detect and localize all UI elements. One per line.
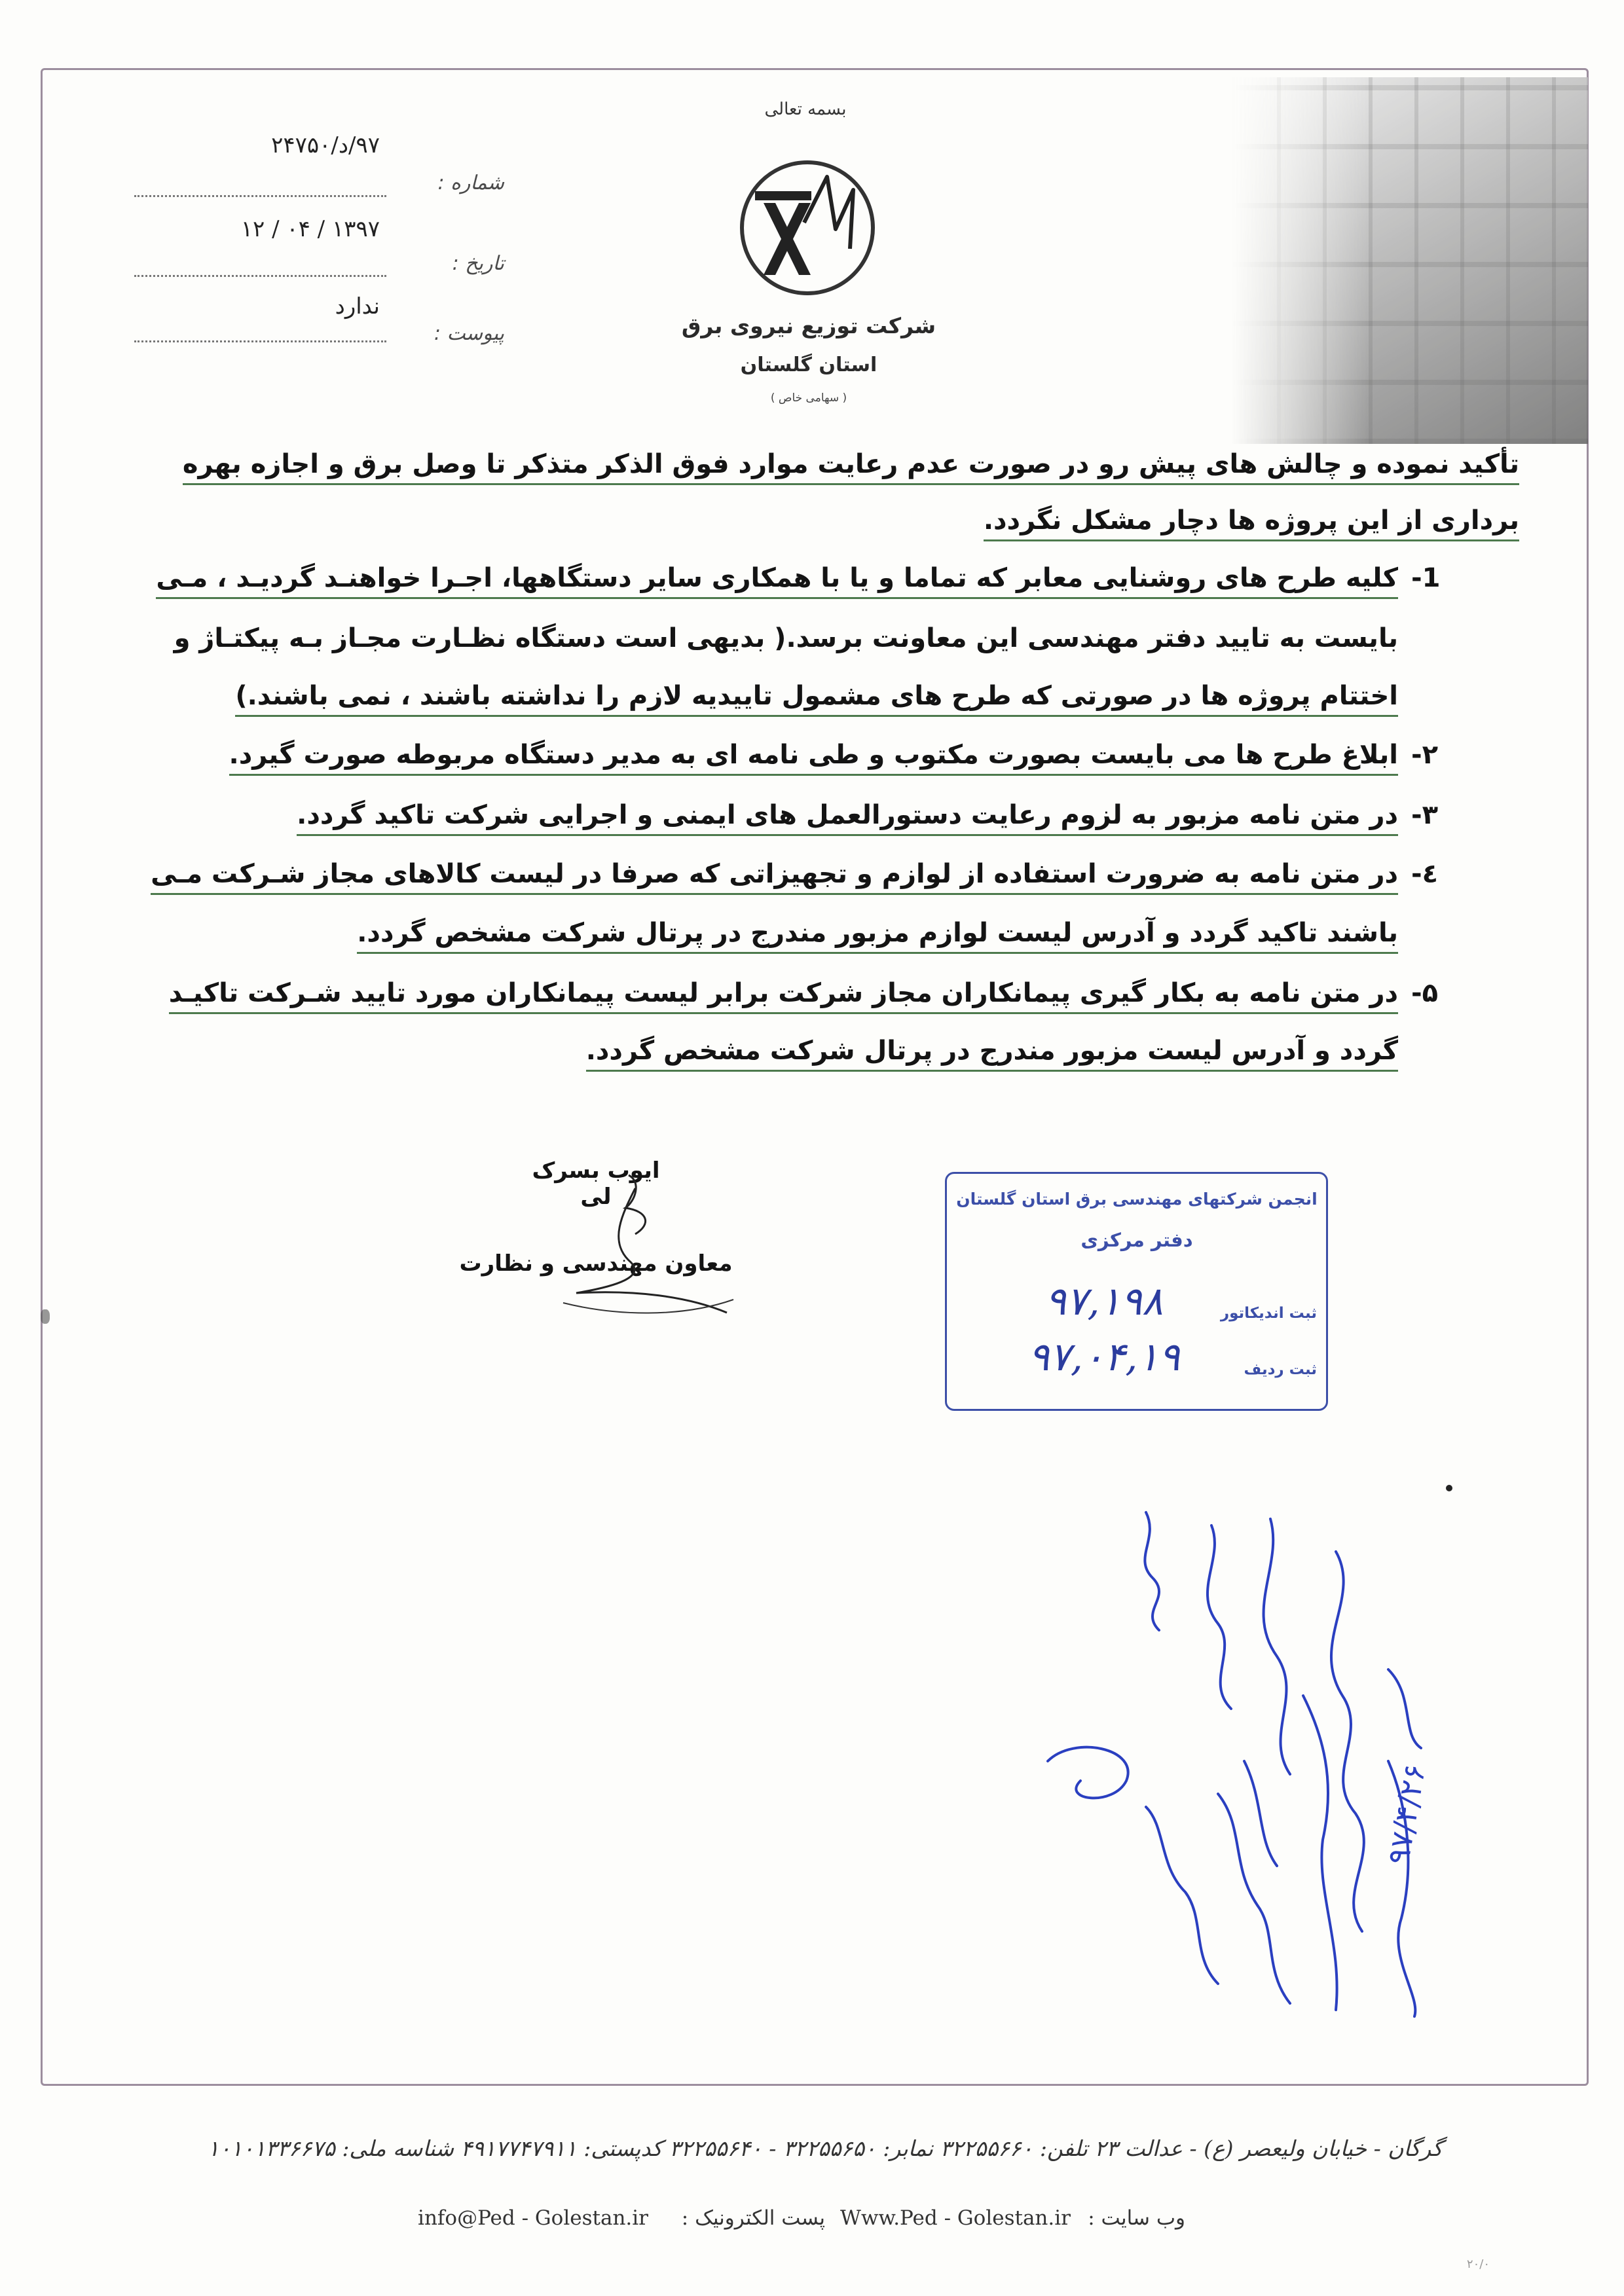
item-3-number: -۳ [1411, 800, 1439, 830]
footer-corner-mark: ۲۰/۰ [1466, 2257, 1490, 2271]
footer-email-label: پست الکترونیک : [681, 2206, 825, 2230]
item-1-line-3: اختتام پروژه ها در صورتی که طرح های مشمول تاییدیه لازم را نداشته باشند ، نمی باشند.) [235, 681, 1398, 717]
company-type: ( سهامی خاص ) [770, 392, 847, 405]
intro-line-2: برداری از این پروژه ها دچار مشکل نگردد. [984, 505, 1519, 541]
letter-date-value: ۱۳۹۷ / ۰۴ / ۱۲ [240, 216, 380, 242]
letter-attachment-label: پیوست : [434, 322, 504, 345]
item-4-number: -٤ [1411, 859, 1439, 889]
footer-address: گرگان - خیابان ولیعصر (ع) - عدالت ۲۳ تلفن: ۳۲۲۵۵۶۶۰ نمابر: ۳۲۲۵۵۶۵۰ - ۳۲۲۵۵۶۴۰ کدپستی: ۴۹۱۷۷۴۷۹۱۱ شناسه ملی: ۱۰۱۰۱۳۳۶۶۷۵ [207, 2136, 1443, 2161]
handwritten-note-icon [995, 1499, 1467, 2023]
bismillah-heading: بسمه تعالی [764, 100, 847, 119]
stamp-office: دفتر مرکزی [1080, 1229, 1193, 1251]
company-name: شرکت توزیع نیروی برق [681, 313, 936, 338]
letter-number-line [134, 195, 386, 197]
item-1-number: -1 [1411, 563, 1441, 593]
signer-name: ایوب بسرک لی [532, 1157, 660, 1210]
footer-email[interactable]: info@Ped - Golestan.ir [418, 2206, 648, 2230]
letter-date-line [134, 275, 386, 277]
intro-line-1: تأکید نموده و چالش های پیش رو در صورت عدم رعایت موارد فوق الذکر متذکر تا وصل برق و اجازه بهره [183, 449, 1519, 485]
item-3-line-1: در متن نامه مزبور به لزوم رعایت دستورالعمل های ایمنی و اجرایی شرکت تاکید گردد. [297, 800, 1398, 836]
item-2-line-1: ابلاغ طرح ها می بایست بصورت مکتوب و طی نامه ای به مدیر دستگاه مربوطه صورت گیرد. [229, 740, 1399, 776]
item-1-line-1: کلیه طرح های روشنایی معابر که تماما و یا با همکاری سایر دستگاهها، اجـرا خواهنـد گردیـد ، مـی [156, 563, 1398, 599]
letter-date-label: تاریخ : [452, 252, 504, 275]
stamp-org: انجمن شرکتهای مهندسی برق استان گلستان [956, 1190, 1318, 1209]
stamp-indicator-label: ثبت اندیکاتور [1220, 1305, 1317, 1322]
stamp-row-label: ثبت ردیف [1244, 1361, 1317, 1378]
letter-number-value: ۹۷/د/۲۴۷۵۰ [271, 132, 380, 158]
ink-dot [1446, 1485, 1452, 1491]
item-5-line-1: در متن نامه به بکار گیری پیمانکاران مجاز شرکت برابر لیست پیمانکاران مورد تایید شـرکت تاکیـد [169, 978, 1398, 1014]
registration-stamp [945, 1172, 1328, 1411]
building-photo-background [1231, 77, 1588, 444]
svg-text:۹۷/۴/۲۶: ۹۷/۴/۲۶ [1380, 1761, 1433, 1867]
footer-website-label: وب سایت : [1088, 2206, 1185, 2230]
letter-number-label: شماره : [437, 172, 504, 194]
footer-website[interactable]: Www.Ped - Golestan.ir [840, 2206, 1071, 2230]
item-4-line-1: در متن نامه به ضرورت استفاده از لوازم و تجهیزاتی که صرفا در لیست کالاهای مجاز شـرکت مـی [151, 859, 1398, 895]
item-1-line-2: بایست به تایید دفتر مهندسی این معاونت برسد.( بدیهی است دستگاه نظـارت مجـاز بـه پیکتـاژ و [174, 623, 1398, 653]
letter-attachment-line [134, 340, 386, 342]
scan-speck [41, 1309, 50, 1324]
item-5-line-2: گردد و آدرس لیست مزبور مندرج در پرتال شرکت مشخص گردد. [586, 1036, 1398, 1072]
stamp-row-value: ۹۷,۰۴,۱۹ [1028, 1334, 1180, 1380]
item-4-line-2: باشند تاکید گردد و آدرس لیست لوازم مزبور مندرج در پرتال شرکت مشخص گردد. [357, 918, 1398, 954]
item-2-number: -۲ [1411, 740, 1439, 770]
stamp-indicator-value: ۹۷,۱۹۸ [1044, 1279, 1164, 1324]
letter-attachment-value: ندارد [335, 293, 380, 319]
signer-title: معاون مهندسی و نظارت [459, 1250, 733, 1277]
company-logo-icon [726, 151, 889, 301]
company-province: استان گلستان [740, 354, 877, 376]
signature-scribble-icon [537, 1162, 753, 1326]
item-5-number: -۵ [1411, 978, 1439, 1008]
